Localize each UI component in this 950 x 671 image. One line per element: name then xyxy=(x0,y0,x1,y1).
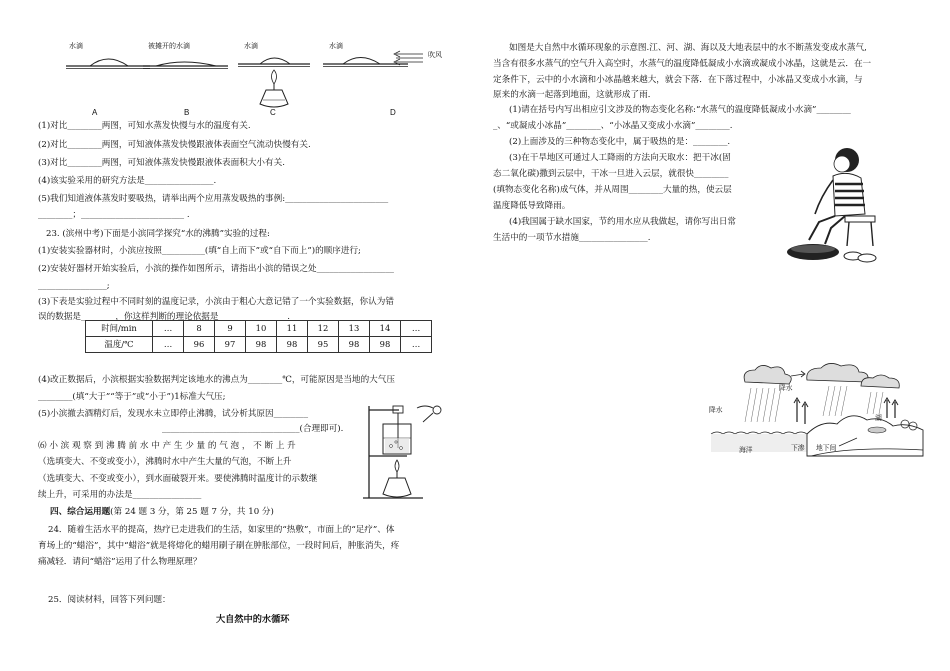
figure-a-label: 水滴 xyxy=(69,43,83,50)
table-cell: … xyxy=(401,321,432,337)
q23-part6: ⑹ 小 滨 观 察 到 沸 腾 前 水 中 产 生 少 量 的 气 泡 ， 不 断 上 升 xyxy=(38,441,296,451)
table-cell: 9 xyxy=(215,321,246,337)
table-cell: 95 xyxy=(308,337,339,353)
left-column xyxy=(38,0,478,671)
table-cell: 温度/℃ xyxy=(86,337,153,353)
q25-answer2: (2)上面涉及的三种物态变化中，属于吸热的是：________. xyxy=(509,137,731,147)
figure-d xyxy=(323,51,423,67)
table-cell: 98 xyxy=(277,337,308,353)
table-cell: 14 xyxy=(370,321,401,337)
q22-part1: (1)对比________两图，可知水蒸发快慢与水的温度有关. xyxy=(38,121,251,131)
q25-answer1: (1)请在括号内写出相应引文涉及的物态变化名称:“水蒸气的温度降低凝成小水滴”________ xyxy=(509,105,851,115)
water-cycle-label-lake: 湖 xyxy=(875,414,882,422)
figure-letter-a: A xyxy=(92,108,98,117)
boiling-apparatus-figure xyxy=(363,402,453,502)
person-washing-feet-illustration xyxy=(785,140,885,272)
figure-a xyxy=(66,59,150,69)
figure-letter-d: D xyxy=(390,108,396,117)
q23-part6-c: （选填变大、不变或变小），到水面破裂开来。要使沸腾时温度计的示数继 xyxy=(38,474,318,484)
water-cycle-label-rain-top: 降水 xyxy=(779,384,793,392)
q25-answer3-d: 温度降低导致降雨。 xyxy=(493,201,571,211)
q25-passage-line4: 原来的水滴一起落到地面，这就形成了雨． xyxy=(493,90,657,100)
q23-intro: 23. (滨州中考)下面是小滨同学探究“水的沸腾”实验的过程: xyxy=(46,229,270,239)
q23-part2: (2)安装好器材开始实验后，小滨的操作如图所示，请指出小滨的错误之处__________________ xyxy=(38,264,394,274)
q22-part5: (5)我们知道液体蒸发时要吸热，请举出两个应用蒸发吸热的事例:________________________ xyxy=(38,194,389,204)
q24-line1: 24．随着生活水平的提高，热疗已走进我们的生活，如家里的“热敷”，市面上的“足疗”、体 xyxy=(48,525,395,535)
q23-part6-b: （选填变大、不变或变小），沸腾时水中产生大量的气泡，不断上升 xyxy=(38,457,292,467)
table-cell: … xyxy=(153,337,184,353)
figure-letter-b: B xyxy=(184,108,190,117)
q23-part2-continued: ________________; xyxy=(38,281,110,291)
q22-part4: (4)该实验采用的研究方法是________________. xyxy=(38,176,217,186)
table-row xyxy=(86,337,432,353)
figure-c xyxy=(238,58,310,107)
table-cell: 98 xyxy=(370,337,401,353)
q23-part4-continued: ________(填“大于”“等于”或“小于”)1标准大气压; xyxy=(38,392,226,402)
water-cycle-label-seep: 下渗 xyxy=(791,444,805,452)
wind-label: 吹风 xyxy=(428,52,442,59)
q25-answer4-continued: 生活中的一项节水措施________________. xyxy=(493,233,651,243)
section4-title: 四、综合运用题 xyxy=(50,507,111,517)
table-cell: 8 xyxy=(184,321,215,337)
q25-answer3-b: 态二氧化碳)撒到云层中，干冰一旦进入云层，就很快________ xyxy=(493,169,729,179)
q23-part3: (3)下表是实验过程中不同时刻的温度记录，小滨由于粗心大意记错了一个实验数据，你认为错 xyxy=(38,297,394,307)
q25-intro: 25．阅读材料，回答下列问题： xyxy=(48,595,171,605)
q23-part3-continued: 误的数据是________，你这样判断的理论依据是________________. xyxy=(38,312,290,322)
q24-line3: 痛减轻．请问“蜡浴”运用了什么物理原理？ xyxy=(38,557,202,567)
q25-answer1-continued: _、“或凝成小冰晶”________、“小冰晶又变成小水滴”________. xyxy=(493,121,733,131)
table-cell: 11 xyxy=(277,321,308,337)
right-column xyxy=(493,0,923,671)
table-cell: 96 xyxy=(184,337,215,353)
q24-line2: 育场上的“蜡浴”，其中“蜡浴”就是将熔化的蜡用刷子刷在肿胀部位，一段时间后，肿胀消失，疼 xyxy=(38,541,400,551)
q25-passage-title: 大自然中的水循环 xyxy=(216,614,290,624)
table-cell: 97 xyxy=(215,337,246,353)
figure-b-label: 被摊开的水滴 xyxy=(148,43,190,50)
q25-passage-line2: 当含有很多水蒸气的空气升入高空时，水蒸气的温度降低凝成小水滴或凝成小冰晶，这就是云．在一 xyxy=(493,59,872,69)
q23-part5-continued: ________________________________(合理即可). xyxy=(162,424,344,434)
q25-answer4: (4)我国属于缺水国家，节约用水应从我做起，请你写出日常 xyxy=(509,217,737,227)
table-cell: … xyxy=(401,337,432,353)
table-cell: 10 xyxy=(246,321,277,337)
table-cell: 13 xyxy=(339,321,370,337)
water-cycle-label-rain-left: 降水 xyxy=(709,406,723,414)
q25-passage-line3: 定条件下，云中的小水滴和小冰晶越来越大，就会下落．在下落过程中，小冰晶又变成小水滴，与 xyxy=(493,75,863,85)
table-cell: 98 xyxy=(246,337,277,353)
figure-b xyxy=(143,62,228,69)
figure-d-label: 水滴 xyxy=(329,43,343,50)
table-cell: 98 xyxy=(339,337,370,353)
q22-part5-continued: ________；________________________ . xyxy=(38,210,190,220)
q25-answer3: (3)在干旱地区可通过人工降雨的方法向天取水：把干冰(固 xyxy=(509,153,731,163)
figure-letter-c: C xyxy=(270,108,276,117)
q22-part3: (3)对比________两图，可知液体蒸发快慢跟液体表面积大小有关. xyxy=(38,158,285,168)
table-cell: … xyxy=(153,321,184,337)
q25-passage-line1: 如图是大自然中水循环现象的示意图.江、河、湖、海以及大地表层中的水不断蒸发变成水蒸气, xyxy=(509,43,867,53)
q23-part4: (4)改正数据后，小滨根据实验数据判定该地水的沸点为________℃，可能原因是当地的大气压 xyxy=(38,375,395,385)
table-cell: 12 xyxy=(308,321,339,337)
q23-part6-d: 续上升，可采用的办法是________________ xyxy=(38,490,202,500)
section4-heading xyxy=(50,507,274,518)
section4-scoring: (第 24 题 3 分，第 25 题 7 分，共 10 分) xyxy=(110,507,274,517)
table-row xyxy=(86,321,432,337)
table-cell: 时间/min xyxy=(86,321,153,337)
q23-part5: (5)小滨撤去酒精灯后，发现水未立即停止沸腾，试分析其原因________ xyxy=(38,409,308,419)
water-cycle-label-sea: 海洋 xyxy=(739,446,753,454)
q22-part2: (2)对比________两图，可知液体蒸发快慢跟液体表面空气流动快慢有关. xyxy=(38,140,311,150)
temperature-table xyxy=(85,320,432,353)
q23-part1: (1)安装实验器材时，小滨应按照__________(填“自上而下”或“自下而上”)的顺序进行; xyxy=(38,246,361,256)
water-cycle-label-groundwater: 地下间 xyxy=(816,444,837,452)
q25-answer3-c: (填物态变化名称)成气体，并从周围________大量的热，使云层 xyxy=(493,185,732,195)
figure-c-label: 水滴 xyxy=(244,43,258,50)
